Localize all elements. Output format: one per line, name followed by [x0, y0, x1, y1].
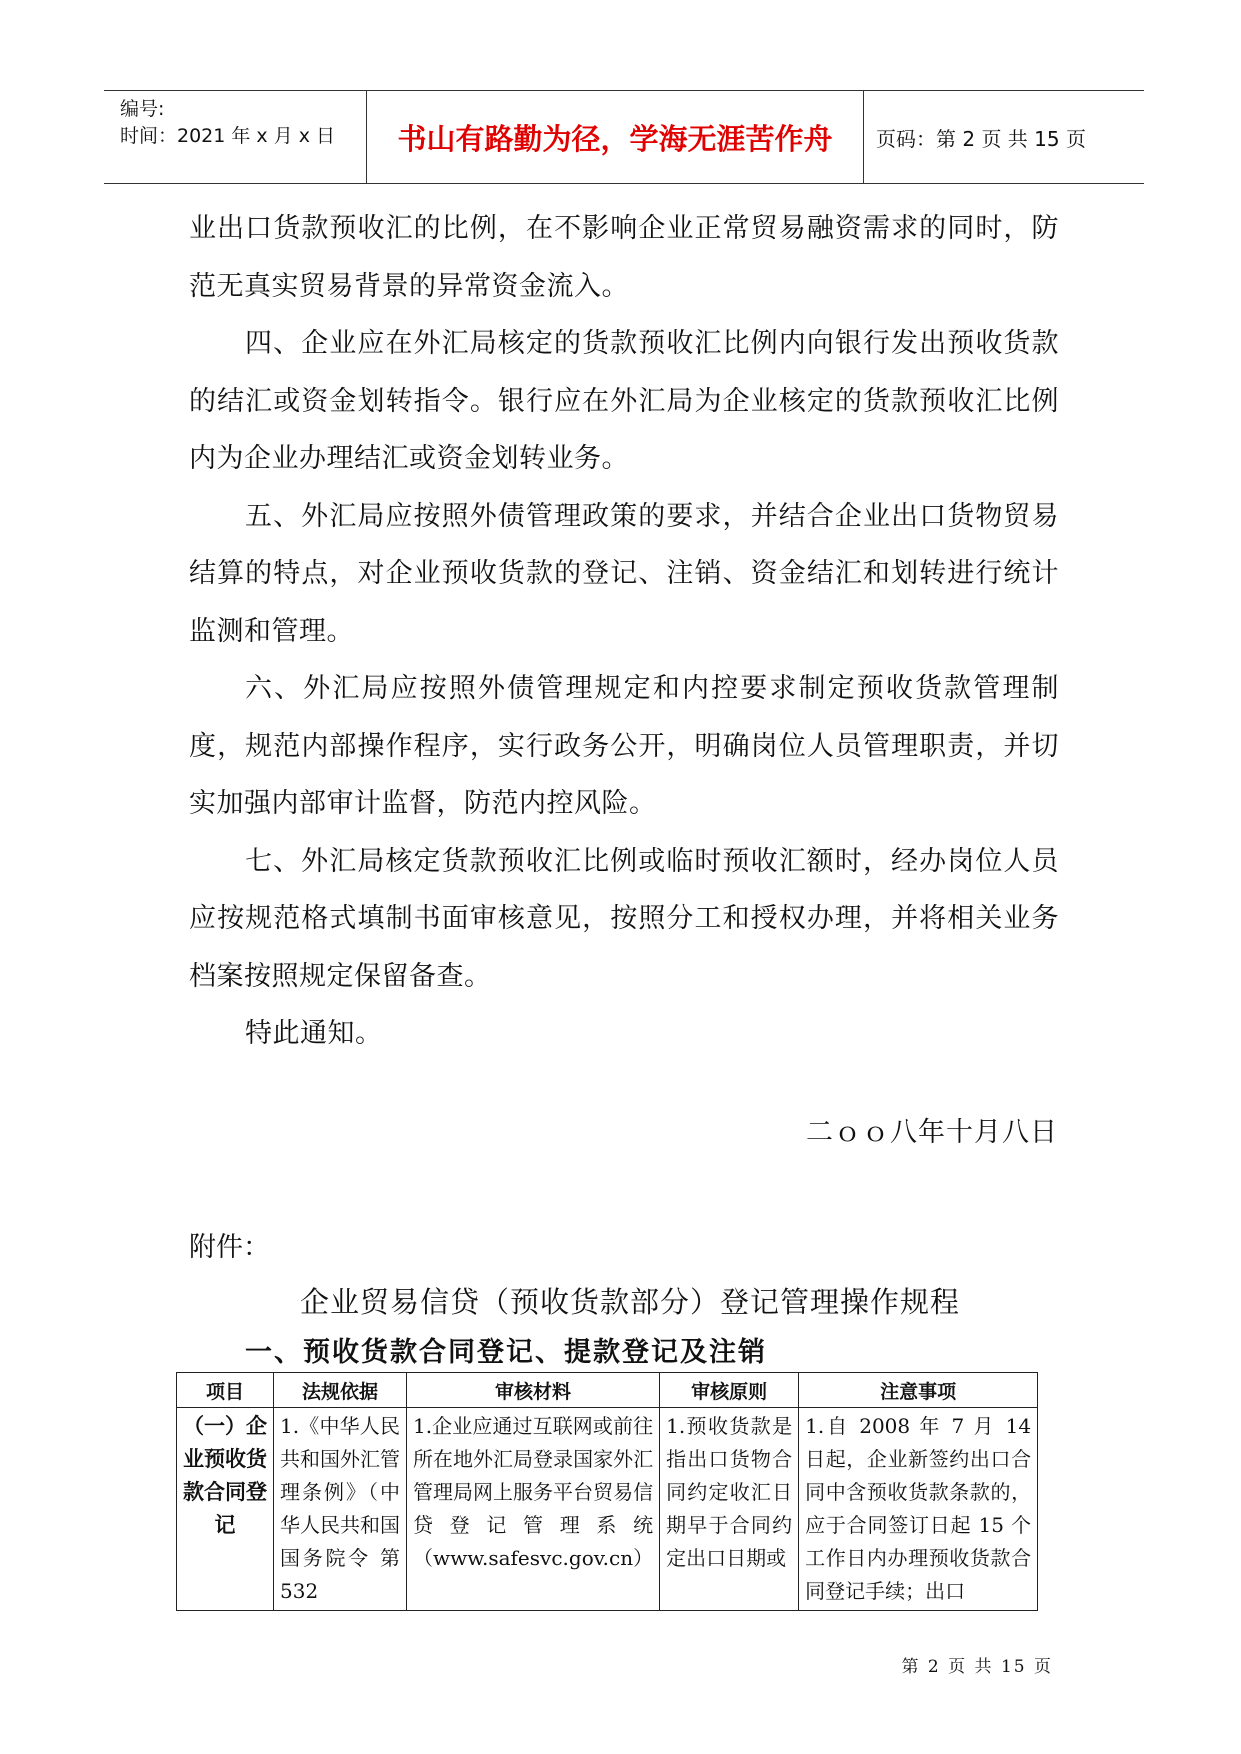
paragraph-item-7: 七、外汇局核定货款预收汇比例或临时预收汇额时，经办岗位人员应按规范格式填制书面审核意见，按照分工和授权办理，并将相关业务档案按照规定保留备查。 — [189, 845, 1059, 992]
attachment-label: 附件： — [189, 1232, 270, 1263]
cell-materials: 1.企业应通过互联网或前往所在地外汇局登录国家外汇管理局网上服务平台贸易信贷登记管理系统（www.safesvc.gov.cn） — [407, 1408, 660, 1611]
header-meta-cell — [104, 91, 367, 183]
paragraph-closing: 特此通知。 — [245, 1018, 383, 1049]
paragraph-item-6: 六、外汇局应按照外债管理规定和内控要求制定预收货款管理制度，规范内部操作程序，实行政务公开，明确岗位人员管理职责，并切实加强内部审计监督，防范内控风险。 — [189, 673, 1059, 819]
cell-notes: 1.自 2008 年 7 月 14 日起，企业新签约出口合同中含预收货款条款的，应于合同签订日起 15 个工作日内办理预收货款合同登记手续；出口 — [799, 1408, 1038, 1611]
col-header-notes: 注意事项 — [799, 1373, 1038, 1408]
document-body — [189, 200, 1059, 1063]
page-footer: 第 2 页 共 15 页 — [901, 1657, 1053, 1677]
cell-principle: 1.预收货款是指出口货物合同约定收汇日期早于合同约定出口日期或 — [660, 1408, 799, 1611]
cell-law: 1.《中华人民共和国外汇管理条例》（中华人民共和国国务院令 第532 — [274, 1408, 407, 1611]
cell-project: （一）企业预收货款合同登记 — [177, 1408, 274, 1611]
page-header — [104, 90, 1144, 184]
time-label: 时间：2021 年 x 月 x 日 — [120, 125, 336, 147]
paragraph-continued: 业出口货款预收汇的比例，在不影响企业正常贸易融资需求的同时，防范无真实贸易背景的异常资金流入。 — [189, 213, 1059, 302]
table-header-row — [177, 1373, 1038, 1408]
header-motto: 书山有路勤为径，学海无涯苦作舟 — [367, 91, 864, 183]
attachment-title: 企业贸易信贷（预收货款部分）登记管理操作规程 — [300, 1285, 961, 1319]
header-page-info: 页码：第 2 页 共 15 页 — [876, 126, 1086, 151]
document-date: 二ｏｏ八年十月八日 — [806, 1117, 1058, 1148]
section-title: 一、预收货款合同登记、提款登记及注销 — [245, 1337, 767, 1368]
table-row — [177, 1408, 1038, 1611]
number-label: 编号: — [120, 98, 165, 120]
col-header-materials: 审核材料 — [407, 1373, 660, 1408]
regulation-table — [176, 1372, 1038, 1611]
col-header-project: 项目 — [177, 1373, 274, 1408]
paragraph-item-4: 四、企业应在外汇局核定的货款预收汇比例内向银行发出预收货款的结汇或资金划转指令。银行应在外汇局为企业核定的货款预收汇比例内为企业办理结汇或资金划转业务。 — [189, 328, 1059, 474]
col-header-principle: 审核原则 — [660, 1373, 799, 1408]
paragraph-item-5: 五、外汇局应按照外债管理政策的要求，并结合企业出口货物贸易结算的特点，对企业预收货款的登记、注销、资金结汇和划转进行统计监测和管理。 — [189, 500, 1059, 647]
col-header-law: 法规依据 — [274, 1373, 407, 1408]
